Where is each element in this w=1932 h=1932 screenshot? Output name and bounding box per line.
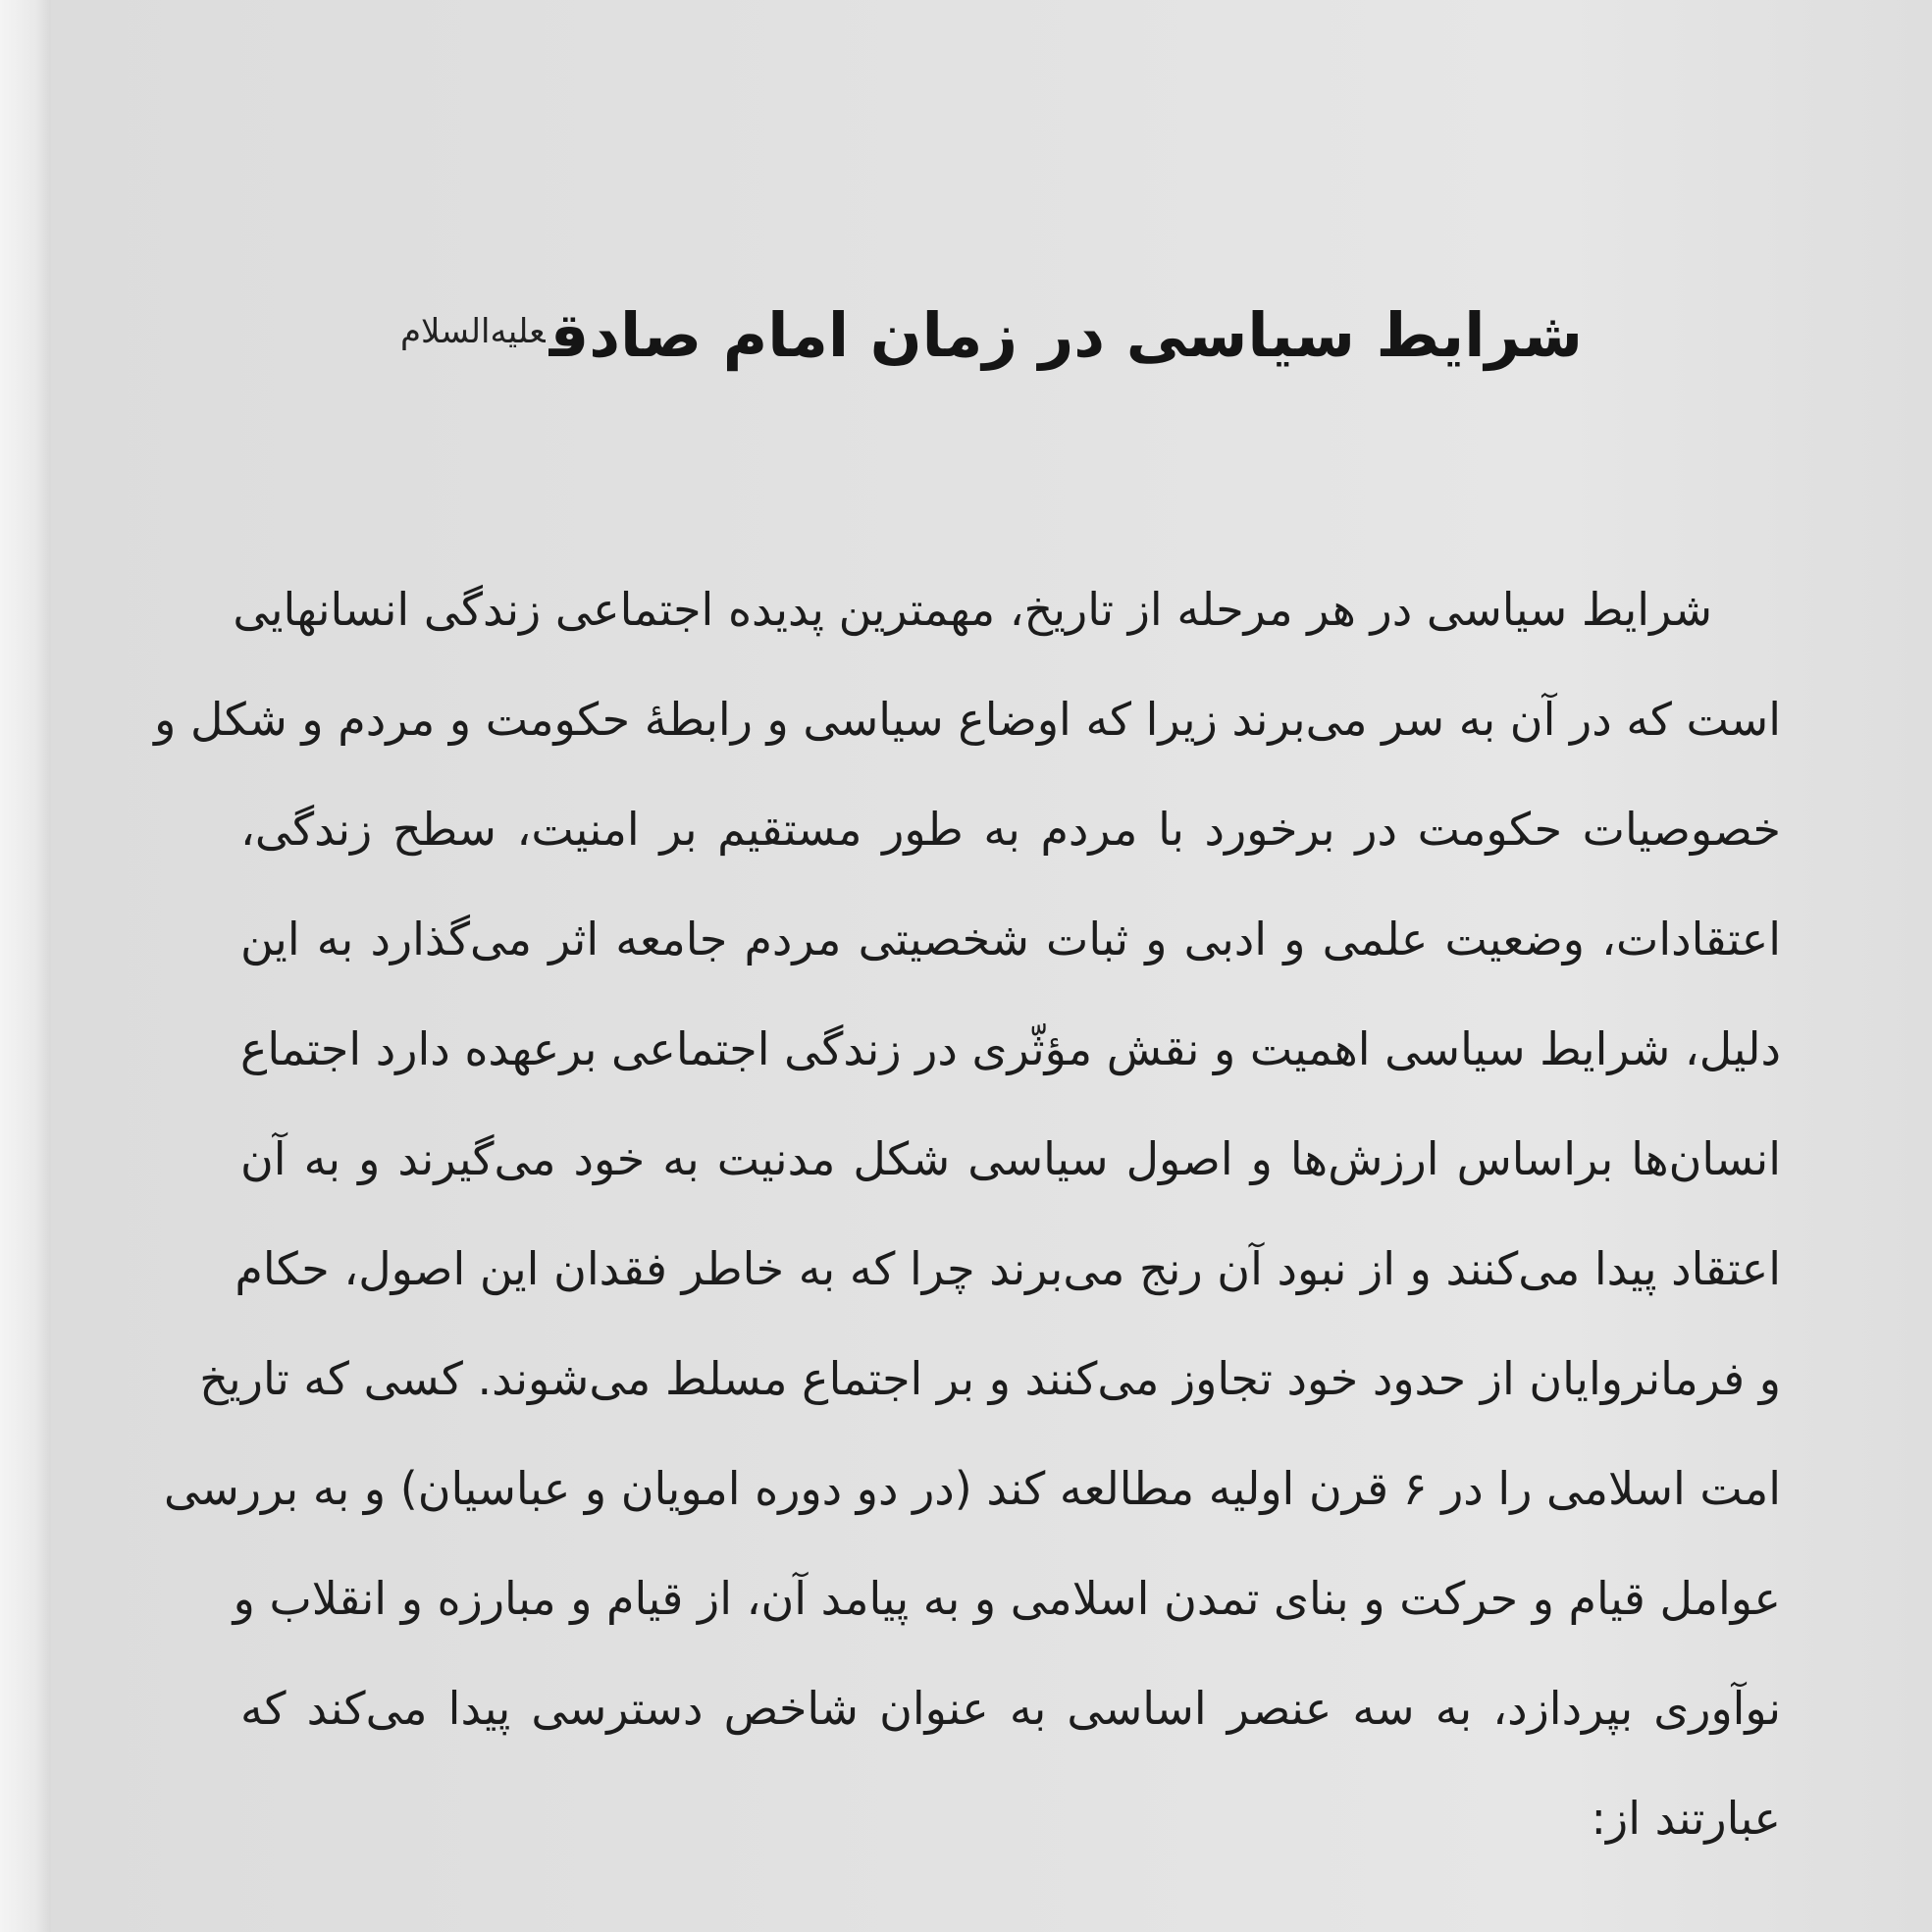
text-line: اعتقاد پیدا می‌کنند و از نبود آن رنج می‌برند چرا که به خاطر فقدان این اصول، حکام xyxy=(235,1242,1781,1295)
text-line: و فرمانروایان از حدود خود تجاوز می‌کنند و بر اجتماع مسلط می‌شوند. کسی که تاریخ xyxy=(199,1352,1781,1405)
text-line: دلیل، شرایط سیاسی اهمیت و نقش مؤثّری در زندگی اجتماعی برعهده دارد اجتماع xyxy=(239,1022,1781,1075)
text-line: نوآوری بپردازد، به سه عنصر اساسی به عنوان شاخص دسترسی پیدا می‌کند که xyxy=(240,1682,1781,1735)
text-line: اعتقادات، وضعیت علمی و ادبی و ثبات شخصیتی مردم جامعه اثر می‌گذارد به این xyxy=(240,913,1781,966)
chapter-title xyxy=(345,299,1638,371)
text-line: است که در آن به سر می‌برند زیرا که اوضاع سیاسی و رابطهٔ حکومت و مردم و شکل و xyxy=(154,693,1781,746)
text-line: خصوصیات حکومت در برخورد با مردم به طور مستقیم بر امنیت، سطح زندگی، xyxy=(240,803,1781,856)
show-through-text xyxy=(267,0,1814,549)
text-line: عبارتند از: xyxy=(1591,1792,1781,1845)
body-paragraph xyxy=(154,554,1781,1873)
page-edge-shadow xyxy=(0,0,51,1932)
text-line: امت اسلامی را در ۶ قرن اولیه مطالعه کند (در دو دوره امویان و عباسیان) و به بررسی xyxy=(163,1462,1781,1515)
honorific-mark: علیه‌السلام xyxy=(399,312,546,351)
chapter-title-text: شرایط سیاسی در زمان امام صادق xyxy=(548,299,1584,371)
text-line: انسان‌ها براساس ارزش‌ها و اصول سیاسی شکل مدنیت به خود می‌گیرند و به آن xyxy=(240,1132,1781,1185)
text-line: عوامل قیام و حرکت و بنای تمدن اسلامی و به پیامد آن، از قیام و مبارزه و انقلاب و xyxy=(233,1572,1781,1625)
text-line: شرایط سیاسی در هر مرحله از تاریخ، مهمترین پدیده اجتماعی زندگی انسانهایی xyxy=(233,583,1712,636)
